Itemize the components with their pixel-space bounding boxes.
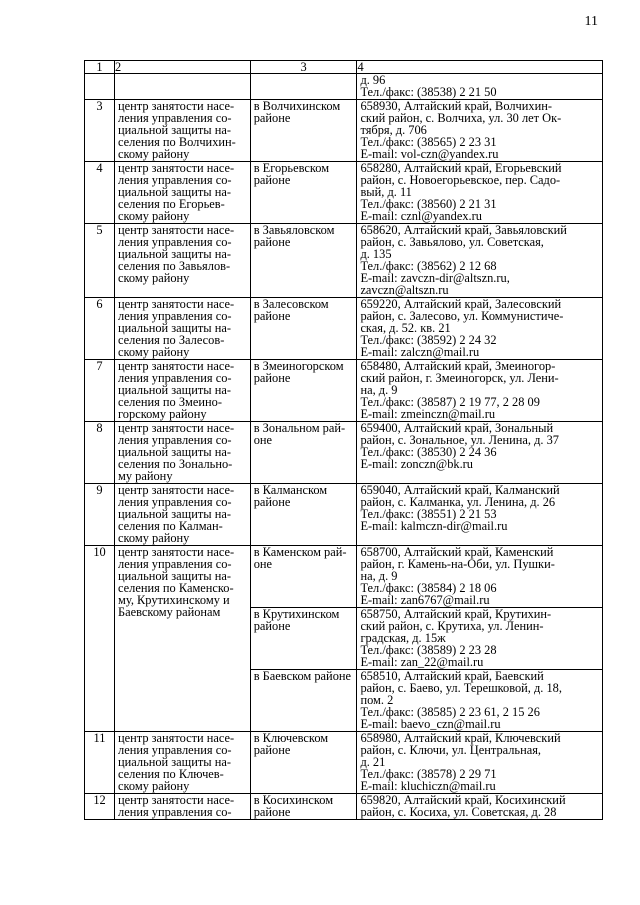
address-line: Тел./факс: (38530) 2 24 36 <box>360 445 497 459</box>
organization-line: скому району <box>118 271 190 285</box>
organization-line: селения по Залесов- <box>118 333 225 347</box>
address-cell <box>357 422 603 484</box>
district-line: в Егорьевском <box>253 161 330 175</box>
address-line: район, г. Камень-на-Оби, ул. Пушки- <box>360 557 555 571</box>
district-line: районе <box>253 173 291 187</box>
district-cell <box>250 224 357 298</box>
table-row <box>85 732 603 794</box>
organization-line: му району <box>118 469 173 483</box>
district-cell <box>250 670 357 732</box>
address-line: район, с. Ключи, ул. Центральная, <box>360 743 542 757</box>
organization-line: селения по Егорьев- <box>118 197 225 211</box>
organization-line: циальной защиты на- <box>118 507 231 521</box>
address-line: 659400, Алтайский край, Зональный <box>360 421 554 435</box>
address-line: Тел./факс: (38565) 2 23 31 <box>360 135 497 149</box>
address-line: д. 96 <box>360 73 386 87</box>
district-cell <box>250 360 357 422</box>
table-row <box>85 546 603 608</box>
row-number-cell: 12 <box>85 794 115 820</box>
address-cell <box>357 224 603 298</box>
organization-line: Баевскому районам <box>118 605 221 619</box>
table-row <box>85 360 603 422</box>
row-number-cell: 4 <box>85 162 115 224</box>
district-line: в Ключевском <box>253 731 329 745</box>
row-number-cell: 6 <box>85 298 115 360</box>
address-line: район, с. Баево, ул. Терешковой, д. 18, <box>360 681 562 695</box>
row-number-cell: 9 <box>85 484 115 546</box>
address-line: Тел./факс: (38584) 2 18 06 <box>360 581 497 595</box>
row-number-cell: 7 <box>85 360 115 422</box>
address-line: E-mail: cznl@yandex.ru <box>360 209 482 223</box>
organization-line: ления управления со- <box>118 309 232 323</box>
organization-line: селения по Каменско- <box>118 581 234 595</box>
district-line: оне <box>253 433 273 447</box>
address-line: E-mail: zonczn@bk.ru <box>360 457 473 471</box>
organization-line: ления управления со- <box>118 371 232 385</box>
organization-line: ления управления со- <box>118 743 232 757</box>
address-line: ский район, с. Крутиха, ул. Ленин- <box>360 619 544 633</box>
organization-cell <box>115 162 251 224</box>
district-line: в Залесовском <box>253 297 329 311</box>
column-header-4: 4 <box>357 61 603 74</box>
organization-line: му, Крутихинскому и <box>118 593 230 607</box>
district-line: районе <box>253 805 291 819</box>
organization-line: центр занятости насе- <box>118 359 235 373</box>
address-line: E-mail: vol-czn@yandex.ru <box>360 147 499 161</box>
address-line: ский район, г. Змеиногорск, ул. Лени- <box>360 371 559 385</box>
table-row <box>85 794 603 820</box>
organization-line: ления управления со- <box>118 495 232 509</box>
district-line: в Калманском <box>253 483 328 497</box>
address-cell <box>357 74 603 100</box>
organization-line: селения по Зонально- <box>118 457 233 471</box>
organization-line: центр занятости насе- <box>118 545 235 559</box>
organization-line: циальной защиты на- <box>118 445 231 459</box>
organization-line: циальной защиты на- <box>118 321 231 335</box>
organization-line: центр занятости насе- <box>118 483 235 497</box>
organization-line: ления управления со- <box>118 173 232 187</box>
district-line: районе <box>253 619 291 633</box>
address-line: 658930, Алтайский край, Волчихин- <box>360 99 552 113</box>
table-row <box>85 422 603 484</box>
organization-cell <box>115 484 251 546</box>
address-line: на, д. 9 <box>360 383 398 397</box>
address-line: E-mail: kalmczn-dir@mail.ru <box>360 519 508 533</box>
organization-cell <box>115 298 251 360</box>
district-line: в Крутихинском <box>253 607 340 621</box>
address-line: E-mail: baevo_czn@mail.ru <box>360 717 501 731</box>
address-cell <box>357 298 603 360</box>
row-number-cell: 11 <box>85 732 115 794</box>
row-number-cell: 10 <box>85 546 115 732</box>
organization-line: циальной защиты на- <box>118 247 231 261</box>
address-line: 659220, Алтайский край, Залесовский <box>360 297 562 311</box>
column-header-2: 2 <box>115 61 251 74</box>
organization-line: циальной защиты на- <box>118 185 231 199</box>
organization-cell <box>115 546 251 732</box>
organization-line: центр занятости насе- <box>118 297 235 311</box>
address-line: район, с. Косиха, ул. Советская, д. 28 <box>360 805 557 819</box>
address-cell <box>357 732 603 794</box>
district-line: районе <box>253 371 291 385</box>
table-row <box>85 100 603 162</box>
organization-line: скому району <box>118 345 190 359</box>
organization-line: селения по Ключев- <box>118 767 224 781</box>
table-body <box>85 61 603 820</box>
address-line: вый, д. 11 <box>360 185 412 199</box>
continuation-row <box>85 74 603 100</box>
organization-line: селения по Змеино- <box>118 395 222 409</box>
organization-line: центр занятости насе- <box>118 99 235 113</box>
organization-line: ления управления со- <box>118 557 232 571</box>
district-line: в Волчихинском <box>253 99 341 113</box>
organization-line: центр занятости насе- <box>118 793 235 807</box>
organization-line: циальной защиты на- <box>118 755 231 769</box>
address-line: д. 135 <box>360 247 392 261</box>
organization-line: скому району <box>118 209 190 223</box>
organization-cell <box>115 360 251 422</box>
address-cell <box>357 546 603 608</box>
address-line: 658700, Алтайский край, Каменский <box>360 545 554 559</box>
district-cell <box>250 422 357 484</box>
address-line: район, с. Калманка, ул. Ленина, д. 26 <box>360 495 556 509</box>
district-line: в Баевском районе <box>253 669 352 683</box>
organization-cell <box>115 74 251 100</box>
organization-line: циальной защиты на- <box>118 383 231 397</box>
district-cell <box>250 100 357 162</box>
district-line: районе <box>253 309 291 323</box>
address-line: E-mail: zavczn-dir@altszn.ru, <box>360 271 510 285</box>
row-number-cell: 8 <box>85 422 115 484</box>
address-cell <box>357 360 603 422</box>
column-header-1: 1 <box>85 61 115 74</box>
address-line: Тел./факс: (38585) 2 23 61, 2 15 26 <box>360 705 540 719</box>
address-line: 658620, Алтайский край, Завьяловский <box>360 223 567 237</box>
district-line: районе <box>253 743 291 757</box>
organization-line: скому району <box>118 531 190 545</box>
organization-line: горскому району <box>118 407 207 421</box>
column-header-3: 3 <box>250 61 357 74</box>
address-line: Тел./факс: (38578) 2 29 71 <box>360 767 497 781</box>
organization-cell <box>115 794 251 820</box>
address-line: 658280, Алтайский край, Егорьевский <box>360 161 562 175</box>
address-line: район, с. Новоегорьевское, пер. Садо- <box>360 173 561 187</box>
organization-line: скому району <box>118 147 190 161</box>
district-line: в Завьяловском <box>253 223 335 237</box>
row-number-cell <box>85 74 115 100</box>
table-row <box>85 484 603 546</box>
address-line: Тел./факс: (38587) 2 19 77, 2 28 09 <box>360 395 540 409</box>
address-line: Тел./факс: (38562) 2 12 68 <box>360 259 497 273</box>
address-cell <box>357 484 603 546</box>
organization-line: ления управления со- <box>118 235 232 249</box>
organization-cell <box>115 100 251 162</box>
address-line: 659820, Алтайский край, Косихинский <box>360 793 566 807</box>
address-cell <box>357 670 603 732</box>
organization-line: селения по Завьялов- <box>118 259 231 273</box>
address-line: район, с. Завьялово, ул. Советская, <box>360 235 544 249</box>
district-line: в Зональном рай- <box>253 421 346 435</box>
row-number-cell: 3 <box>85 100 115 162</box>
address-cell <box>357 100 603 162</box>
address-line: на, д. 9 <box>360 569 398 583</box>
address-line: E-mail: zmeinczn@mail.ru <box>360 407 496 421</box>
address-line: 658980, Алтайский край, Ключевский <box>360 731 561 745</box>
district-line: в Косихинском <box>253 793 334 807</box>
organization-line: центр занятости насе- <box>118 161 235 175</box>
organization-line: циальной защиты на- <box>118 569 231 583</box>
district-line: районе <box>253 495 291 509</box>
address-line: Тел./факс: (38589) 2 23 28 <box>360 643 497 657</box>
district-line: районе <box>253 111 291 125</box>
district-line: оне <box>253 557 273 571</box>
organization-line: центр занятости насе- <box>118 731 235 745</box>
page-number: 11 <box>584 14 598 29</box>
organization-line: ления управления со- <box>118 111 232 125</box>
district-cell <box>250 732 357 794</box>
district-cell <box>250 298 357 360</box>
address-cell <box>357 608 603 670</box>
district-line: в Каменском рай- <box>253 545 347 559</box>
address-cell <box>357 162 603 224</box>
address-line: район, с. Залесово, ул. Коммунистиче- <box>360 309 564 323</box>
address-line: район, с. Зональное, ул. Ленина, д. 37 <box>360 433 559 447</box>
row-number-cell: 5 <box>85 224 115 298</box>
organization-line: центр занятости насе- <box>118 223 235 237</box>
address-line: Тел./факс: (38551) 2 21 53 <box>360 507 497 521</box>
organization-line: скому району <box>118 779 190 793</box>
address-line: Тел./факс: (38560) 2 21 31 <box>360 197 497 211</box>
district-cell <box>250 794 357 820</box>
table-row <box>85 162 603 224</box>
address-line: E-mail: zan6767@mail.ru <box>360 593 490 607</box>
address-cell <box>357 794 603 820</box>
address-line: ский район, с. Волчиха, ул. 30 лет Ок- <box>360 111 562 125</box>
district-line: районе <box>253 235 291 249</box>
address-line: E-mail: zan_22@mail.ru <box>360 655 484 669</box>
organization-line: селения по Волчихин- <box>118 135 236 149</box>
employment-centers-table <box>84 60 603 820</box>
organization-line: центр занятости насе- <box>118 421 235 435</box>
district-cell <box>250 546 357 608</box>
address-line: пом. 2 <box>360 693 394 707</box>
address-line: градская, д. 15ж <box>360 631 446 645</box>
address-line: Тел./факс: (38538) 2 21 50 <box>360 85 497 99</box>
address-line: ская, д. 52. кв. 21 <box>360 321 451 335</box>
address-line: E-mail: kluchiczn@mail.ru <box>360 779 496 793</box>
organization-cell <box>115 732 251 794</box>
organization-line: ления управления со- <box>118 433 232 447</box>
address-line: E-mail: zalczn@mail.ru <box>360 345 480 359</box>
address-line: 658750, Алтайский край, Крутихин- <box>360 607 552 621</box>
district-cell <box>250 162 357 224</box>
address-line: zavczn@altszn.ru <box>360 283 449 297</box>
district-cell <box>250 74 357 100</box>
organization-line: циальной защиты на- <box>118 123 231 137</box>
address-line: 659040, Алтайский край, Калманский <box>360 483 560 497</box>
table-row <box>85 298 603 360</box>
address-line: 658480, Алтайский край, Змеиногор- <box>360 359 556 373</box>
district-cell <box>250 484 357 546</box>
address-line: тября, д. 706 <box>360 123 427 137</box>
organization-cell <box>115 224 251 298</box>
organization-cell <box>115 422 251 484</box>
address-line: д. 21 <box>360 755 386 769</box>
table-row <box>85 224 603 298</box>
header-row <box>85 61 603 74</box>
organization-line: ления управления со- <box>118 805 232 819</box>
district-line: в Змеиногорском <box>253 359 344 373</box>
organization-line: селения по Калман- <box>118 519 223 533</box>
district-cell <box>250 608 357 670</box>
address-line: Тел./факс: (38592) 2 24 32 <box>360 333 497 347</box>
address-line: 658510, Алтайский край, Баевский <box>360 669 544 683</box>
